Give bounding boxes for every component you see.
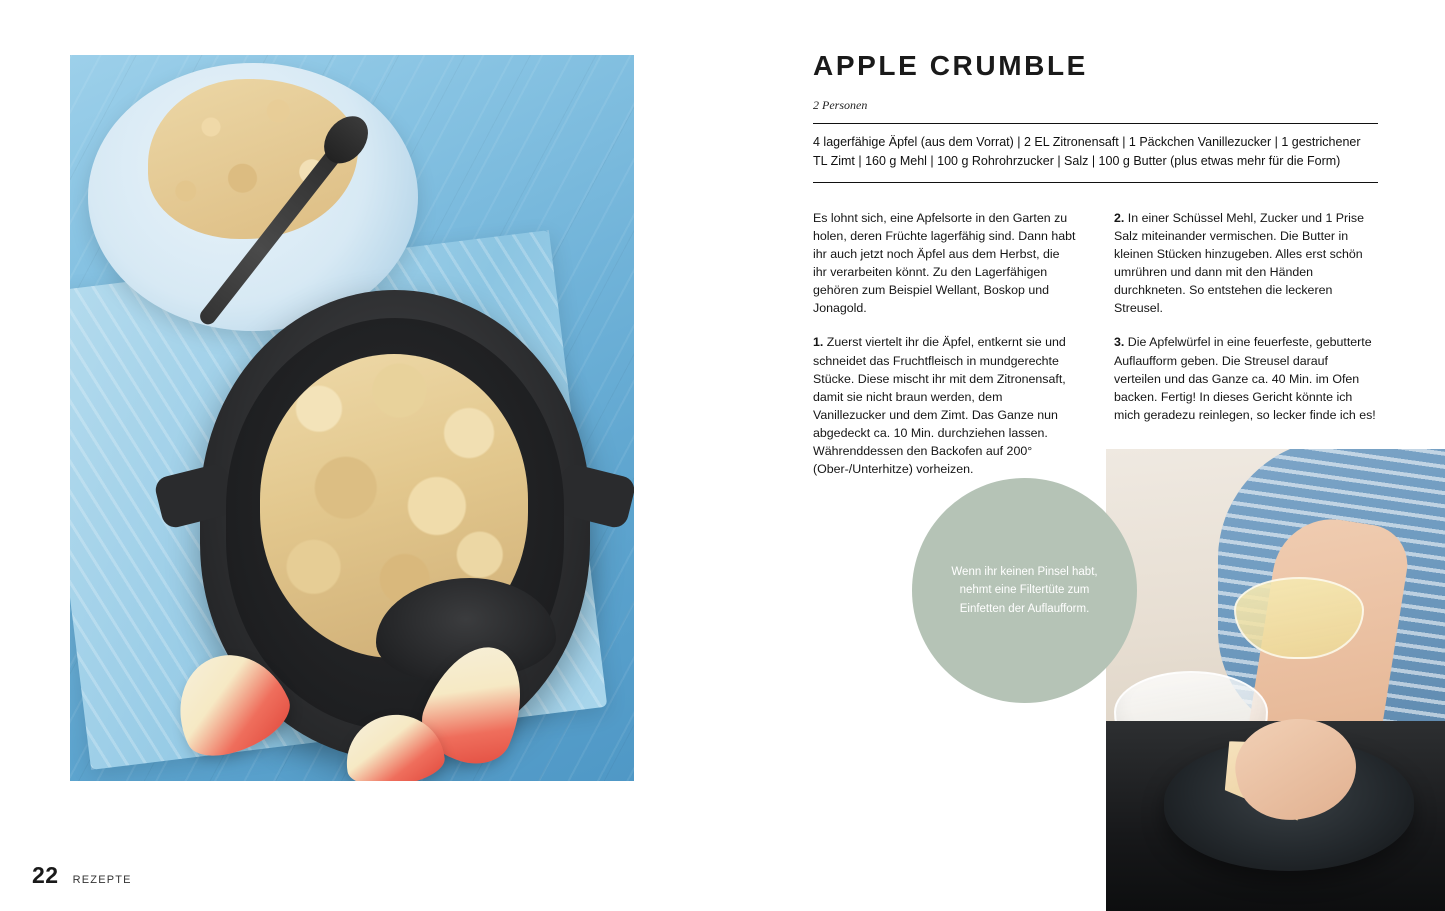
recipe-step xyxy=(813,333,1076,478)
recipe-title: APPLE CRUMBLE xyxy=(813,50,1088,81)
step-number: 1. xyxy=(813,335,824,350)
step-number: 2. xyxy=(1114,210,1125,225)
page-section-label: REZEPTE xyxy=(72,874,132,886)
tip-badge xyxy=(912,478,1137,703)
recipe-intro: Es lohnt sich, eine Apfelsorte in den Garten zu holen, deren Früchte lagerfähig sind. Dann habt ihr auch jetzt noch Äpfel aus dem Herbst, die ihr verarbeiten könnt. Zu den Lagerfähigen gehören zum Beispiel Wellant, Boskop und Jonagold. xyxy=(813,210,1076,316)
column-left xyxy=(813,209,1076,495)
step-number: 3. xyxy=(1114,335,1125,350)
ingredients-list: 4 lagerfähige Äpfel (aus dem Vorrat) | 2 EL Zitronensaft | 1 Päckchen Vanillezucker | 1 gestrichener TL Zimt | 160 g Mehl | 100 g Rohrohrzucker | Salz | 100 g Butter (plus etwas mehr für die Form) xyxy=(813,123,1378,183)
step-photo xyxy=(1106,449,1445,911)
recipe-article xyxy=(813,50,1378,494)
tip-text: Wenn ihr keinen Pinsel habt, nehmt eine Filtertüte zum Einfetten der Auflaufform. xyxy=(951,565,1098,615)
page-footer xyxy=(32,862,132,889)
page-gutter xyxy=(722,0,723,911)
step-text: Zuerst viertelt ihr die Äpfel, entkernt sie und schneidet das Fruchtfleisch in mundgerechte Stücke. Diese mischt ihr mit dem Zitronensaft, damit sie nicht braun werden, dem Vanillezucker und dem Zimt. Das Ganze nun abgedeckt ca. 10 Min. durchziehen lassen. Währenddessen den Backofen auf 200° (Ober-/Unterhitze) vorheizen. xyxy=(813,335,1066,477)
serving-plate xyxy=(88,63,418,331)
hero-photo xyxy=(70,55,634,781)
servings-label: 2 Personen xyxy=(813,98,868,112)
recipe-step xyxy=(1114,209,1377,318)
recipe-step xyxy=(1114,333,1377,424)
step-text: Die Apfelwürfel in eine feuerfeste, gebutterte Auflaufform geben. Die Streusel darauf verteilen und das Ganze ca. 40 Min. im Ofen backen. Fertig! In dieses Gericht könnte ich mich geradezu reinlegen, so lecker finde ich es! xyxy=(1114,335,1376,422)
page-number: 22 xyxy=(32,862,59,888)
step-text: In einer Schüssel Mehl, Zucker und 1 Prise Salz miteinander vermischen. Die Butter in kleinen Stücken hinzugeben. Alles erst schön umrühren und dann mit den Händen durchkneten. So entstehen die leckeren Streusel. xyxy=(1114,210,1365,316)
